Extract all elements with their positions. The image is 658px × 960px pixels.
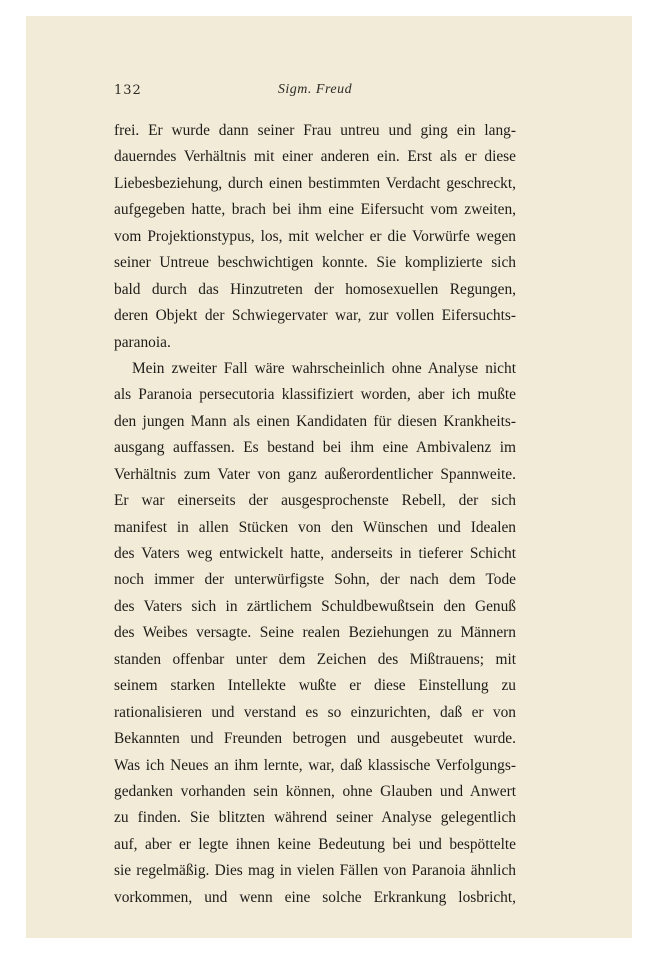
text-line: manifest in allen Stücken von den Wünschen und Idealen xyxy=(114,518,516,536)
text-line: des Vaters sich in zärtlichem Schuldbewußtsein den Genuß xyxy=(114,597,516,615)
page-number: 132 xyxy=(114,83,142,98)
text-line: auf, aber er legte ihnen keine Bedeutung bei und bespöttelte xyxy=(114,835,516,853)
text-line: des Weibes versagte. Seine realen Beziehungen zu Männern xyxy=(114,624,516,642)
text-line: zu finden. Sie blitzten während seiner Analyse gelegentlich xyxy=(114,809,516,827)
text-line: vorkommen, und wenn eine solche Erkrankung losbricht, xyxy=(114,888,516,906)
text-line: rationalisieren und verstand es so einzurichten, daß er von xyxy=(114,703,516,721)
text-line: dauerndes Verhältnis mit einer anderen ein. Erst als er diese xyxy=(114,148,516,166)
text-line: seinem starken Intellekte wußte er diese Einstellung zu xyxy=(114,677,516,695)
text-line: bald durch das Hinzutreten der homosexuellen Regungen, xyxy=(114,280,516,298)
text-line: aufgegeben hatte, brach bei ihm eine Eifersucht vom zweiten, xyxy=(114,201,516,219)
text-line: Mein zweiter Fall wäre wahrscheinlich ohne Analyse nicht xyxy=(132,359,516,377)
paragraph-1 xyxy=(114,118,516,356)
text-line: sie regelmäßig. Dies mag in vielen Fällen von Paranoia ähnlich xyxy=(114,862,516,880)
text-line: gedanken vorhanden sein können, ohne Glauben und Anwert xyxy=(114,782,516,800)
text-line: den jungen Mann als einen Kandidaten für diesen Krankheits- xyxy=(114,412,516,430)
text-line: des Vaters weg entwickelt hatte, anderseits in tieferer Schicht xyxy=(114,545,516,562)
text-line: noch immer der unterwürfigste Sohn, der nach dem Tode xyxy=(114,571,516,589)
text-line: vom Projektionstypus, los, mit welcher er die Vorwürfe wegen xyxy=(114,227,516,245)
text-line: frei. Er wurde dann seiner Frau untreu und ging ein lang- xyxy=(114,122,516,139)
running-head: Sigm. Freud xyxy=(277,82,353,97)
text-line: Was ich Neues an ihm lernte, war, daß klassische Verfolgungs- xyxy=(114,756,516,774)
text-line: deren Objekt der Schwiegervater war, zur vollen Eifersuchts- xyxy=(114,307,516,325)
text-line: Er war einerseits der ausgesprochenste Rebell, der sich xyxy=(114,492,516,510)
text-line: seiner Untreue beschwichtigen konnte. Sie komplizierte sich xyxy=(114,254,516,272)
text-line: ausgang auffassen. Es bestand bei ihm eine Ambivalenz im xyxy=(114,439,516,457)
text-line: als Paranoia persecutoria klassifiziert worden, aber ich mußte xyxy=(114,386,516,404)
body-text xyxy=(114,118,516,911)
paragraph-2 xyxy=(114,356,516,911)
text-line: paranoia. xyxy=(114,333,171,351)
text-line: Liebesbeziehung, durch einen bestimmten Verdacht geschreckt, xyxy=(114,174,516,192)
text-line: standen offenbar unter dem Zeichen des Mißtrauens; mit xyxy=(114,650,516,668)
text-line: Verhältnis zum Vater von ganz außerordentlicher Spannweite. xyxy=(114,465,516,483)
text-line: Bekannten und Freunden betrogen und ausgebeutet wurde. xyxy=(114,730,516,748)
page-header xyxy=(114,79,516,109)
